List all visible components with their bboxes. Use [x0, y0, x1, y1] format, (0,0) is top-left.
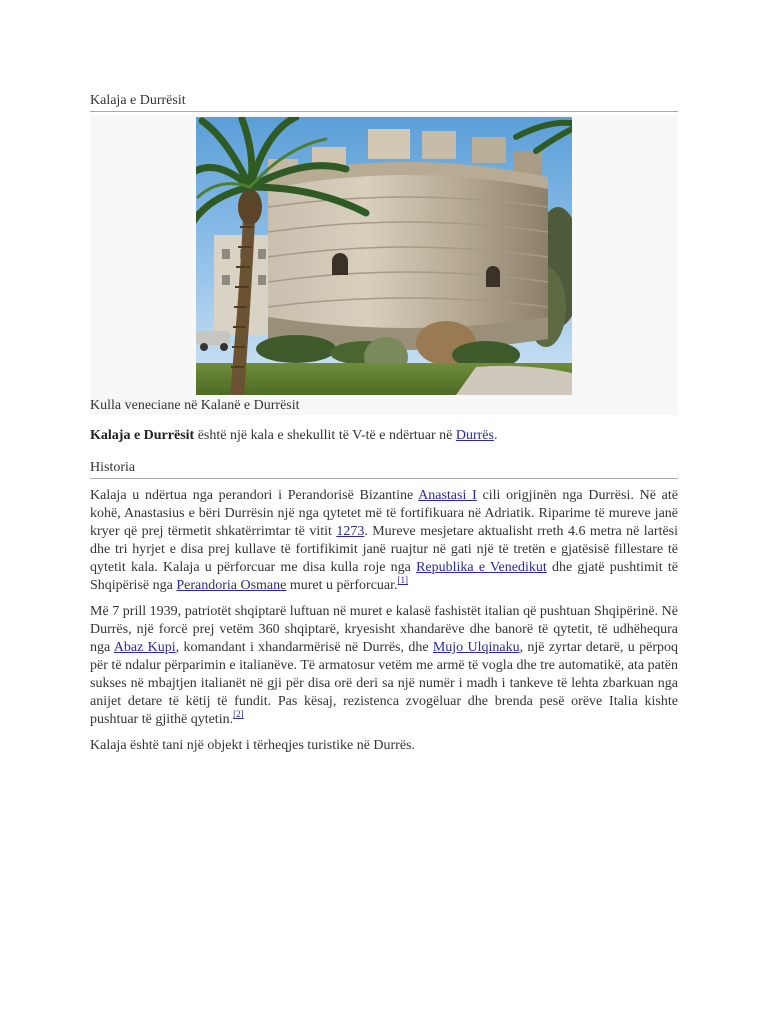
p1-text-5: muret u përforcuar. [286, 578, 398, 593]
p3-text-1: Kalaja është tani një objekt i tërheqjes turistike në Durrës. [90, 738, 416, 753]
history-paragraph-2 [90, 603, 678, 729]
p2-text-3: , një zyrtar detarë, u përpoq për të ndalur përparimin e italianëve. Të armatosur vetëm me armë të vogla dhe tre automatikë, ata patën sukses në mbajtjen italianët në gji për disa orë deri sa një numër i madh i tankeve të lehta zbarkuan nga anijet detare të këtij të fundit. Pas kësaj, rezistenca zvogëluar dhe brenda pesë orëve Italia kishte pushtuar të gjithë qytetin. [90, 640, 678, 727]
reference-2 [233, 709, 244, 719]
link-durres[interactable]: Durrës [455, 428, 494, 443]
link-republika-venedikut[interactable]: Republika e Venedikut [416, 560, 547, 575]
history-paragraph-1 [90, 487, 678, 595]
p2-text-1: Më 7 prill 1939, patriotët shqiptarë luftuan në muret e kalasë fashistët italian që pushtuan Shqipërinë. Në Durrës, një forcë prej vetëm 360 shqiptarë, kryesisht xhandarëve dhe banorë të qytetit, të udhëhequra nga [90, 604, 678, 655]
reference-1 [398, 575, 409, 585]
section-heading-historia: Historia [90, 459, 678, 479]
lead-end: . [493, 428, 498, 443]
p1-text-3: . Mureve mesjetare aktualisht rreth 4.6 metra në lartësi dhe tri hyrjet e disa prej kullave të fortifikimit janë ruajtur në gati një të tretën e gjatësisë fillestare të qytetit kala. Kalaja u përforcuar me disa kulla roje nga [90, 524, 679, 575]
lead-paragraph [90, 427, 678, 445]
link-abaz-kupi[interactable]: Abaz Kupi [113, 640, 176, 655]
p1-text-1: Kalaja u ndërtua nga perandori i Perandorisë Bizantine [90, 488, 419, 503]
p2-text-2: , komandant i xhandarmërisë në Durrës, dhe [175, 640, 433, 655]
lead-bold-title: Kalaja e Durrësit [90, 428, 195, 443]
link-1273[interactable]: 1273 [336, 524, 365, 539]
reference-link-1[interactable]: [1] [397, 575, 409, 585]
figure [90, 115, 678, 415]
castle-tower-photo [196, 117, 572, 395]
history-paragraph-3 [90, 737, 678, 755]
p1-text-2: cili origjinën nga Durrësi. Në atë kohë, Anastasius e bëri Durrësin një nga qytetet më të fortifikuara në Adriatik. Riparime të mureve janë kryer që prej tërmetit shkatërrimtar të vitit [90, 488, 678, 539]
link-anastasi[interactable]: Anastasi I [418, 488, 477, 503]
page-title: Kalaja e Durrësit [90, 92, 678, 112]
reference-link-2[interactable]: [2] [233, 709, 244, 719]
figure-caption: Kulla veneciane në Kalanë e Durrësit [90, 398, 300, 413]
link-mujo-ulqinaku[interactable]: Mujo Ulqinaku [432, 640, 520, 655]
lead-text: është një kala e shekullit të V-të e ndërtuar në [194, 428, 456, 443]
article [90, 92, 678, 755]
p1-text-4: dhe gjatë pushtimit të Shqipërisë nga [90, 560, 678, 593]
link-perandoria-osmane[interactable]: Perandoria Osmane [176, 578, 287, 593]
